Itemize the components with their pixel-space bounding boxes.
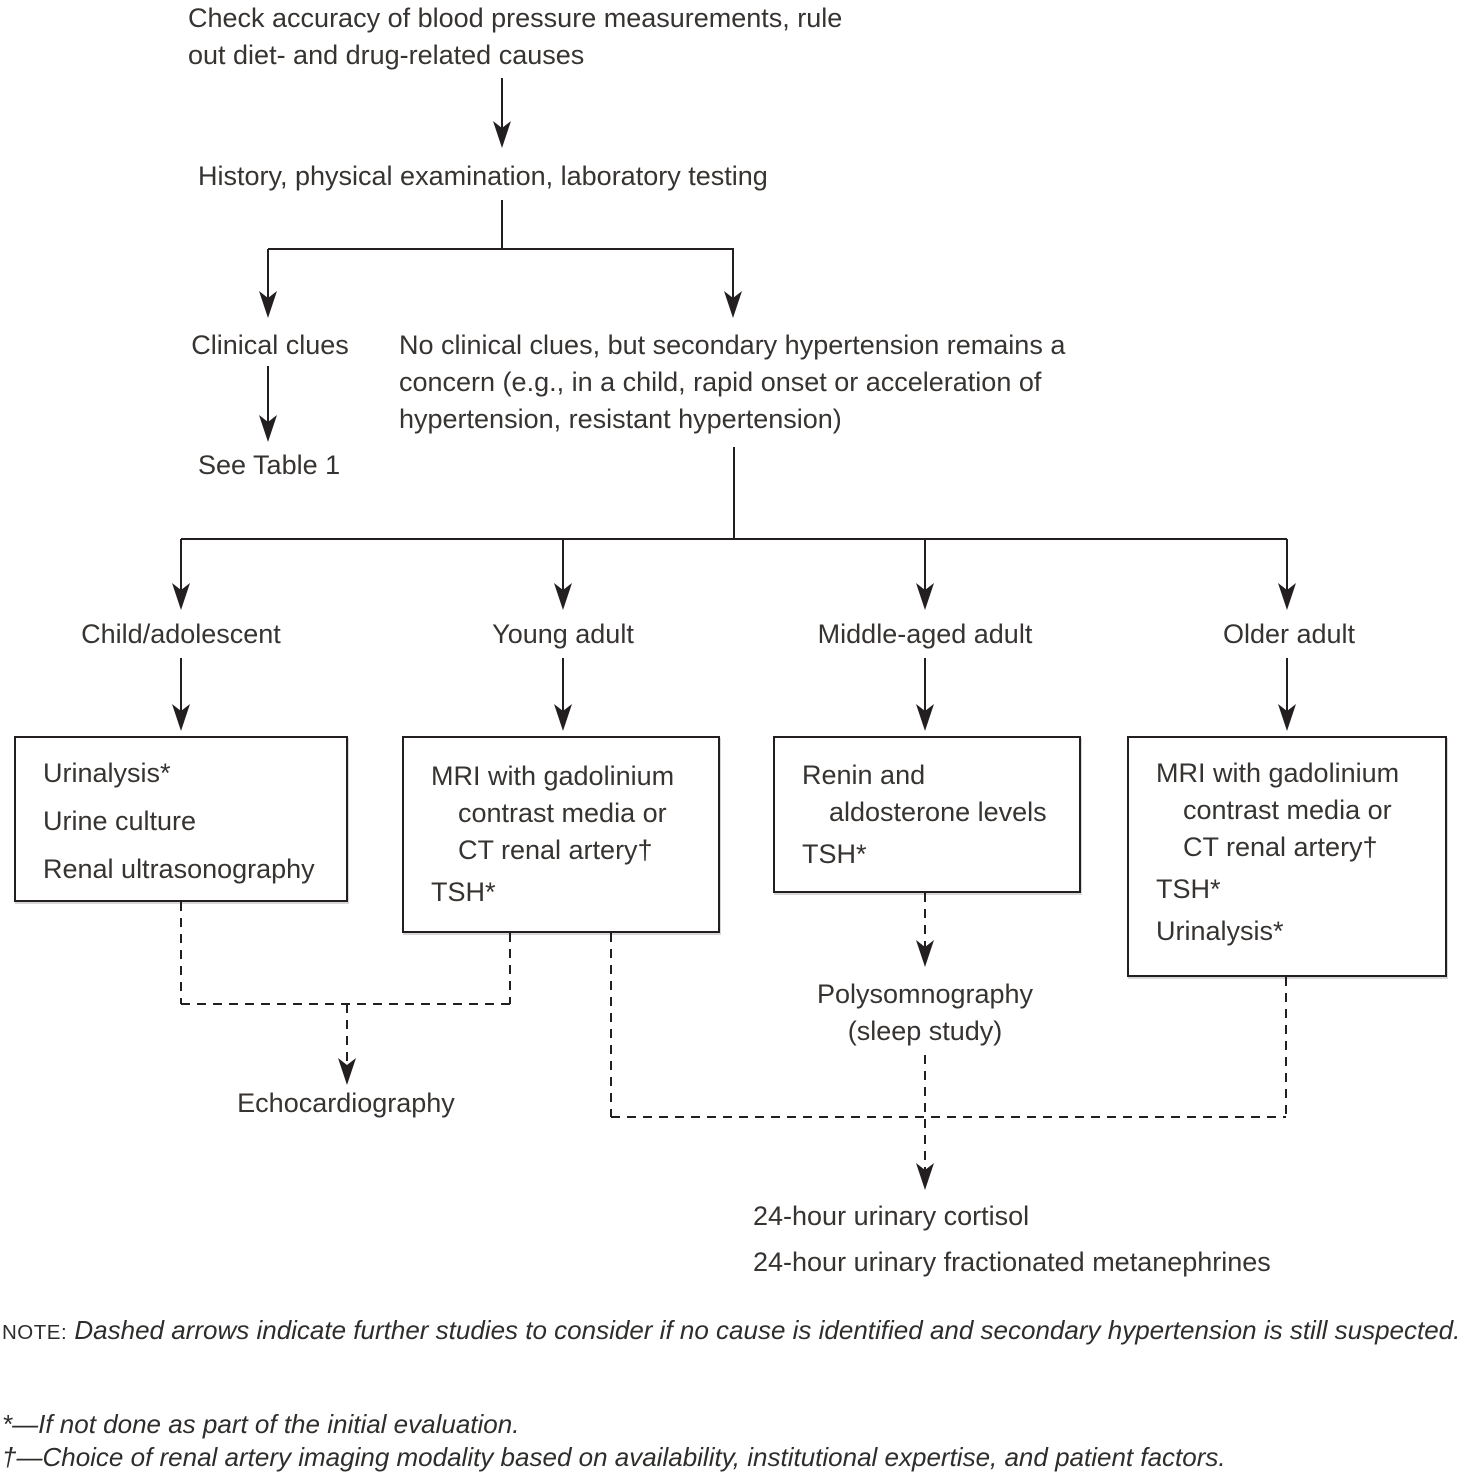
connector-split-four-way — [172, 447, 1296, 610]
test-item: Urinalysis* — [43, 758, 171, 788]
note-body: Dashed arrows indicate further studies to consider if no cause is identified and secondary hypertension is still suspected. — [67, 1315, 1461, 1345]
step-check-accuracy: Check accuracy of blood pressure measurements, rule out diet- and drug-related causes — [188, 3, 843, 70]
figure-footnotes — [2, 1408, 1474, 1474]
test-item: TSH* — [1156, 874, 1221, 904]
test-item: MRI with gadolinium contrast media or CT renal artery† — [431, 761, 675, 865]
box-child-adolescent-tests — [14, 736, 348, 902]
footnote-dagger: †—Choice of renal artery imaging modality based on availability, institutional expertise, and patient factors. — [2, 1442, 1226, 1472]
box-middle-aged-adult-tests — [773, 736, 1081, 893]
dashed-arrow-polysomnography — [916, 893, 934, 967]
test-item: Urinalysis* — [1156, 916, 1284, 946]
label-young-adult: Young adult — [492, 619, 634, 649]
test-item: Renin and aldosterone levels — [802, 760, 1047, 827]
label-no-clinical-clues: No clinical clues, but secondary hypertension remains a concern (e.g., in a child, rapid onset or acceleration of hypertension, resistant hypertension) — [399, 330, 1066, 434]
test-item: Renal ultrasonography — [43, 854, 315, 884]
note-text — [2, 1312, 1474, 1351]
test-item: TSH* — [431, 877, 496, 907]
test-item: Urine culture — [43, 806, 197, 836]
box-older-adult-tests — [1127, 736, 1447, 977]
label-urinary-cortisol: 24-hour urinary cortisol — [753, 1201, 1030, 1231]
label-echocardiography: Echocardiography — [237, 1088, 455, 1118]
test-item: MRI with gadolinium contrast media or CT renal artery† — [1156, 758, 1400, 862]
note-label: NOTE: — [2, 1321, 68, 1344]
label-polysomnography: Polysomnography (sleep study) — [816, 979, 1034, 1046]
step-history-exam: History, physical examination, laboratory testing — [198, 161, 768, 191]
label-middle-aged-adult: Middle-aged adult — [817, 619, 1033, 649]
arrows-age-to-boxes — [172, 658, 1296, 731]
label-see-table-1: See Table 1 — [198, 450, 341, 480]
arrow-clinical-clues-to-table — [259, 366, 277, 442]
footnote-asterisk: *—If not done as part of the initial evaluation. — [2, 1409, 520, 1439]
label-older-adult: Older adult — [1222, 619, 1356, 649]
arrow-step1-to-step2 — [493, 78, 511, 148]
connector-split-two-way — [259, 200, 742, 318]
figure-note — [2, 1312, 1474, 1351]
test-item: TSH* — [802, 839, 867, 869]
box-young-adult-tests — [402, 736, 720, 933]
label-child-adolescent: Child/adolescent — [81, 619, 281, 649]
label-urinary-metanephrines: 24-hour urinary fractionated metanephrines — [753, 1247, 1271, 1277]
label-clinical-clues: Clinical clues — [191, 330, 349, 360]
